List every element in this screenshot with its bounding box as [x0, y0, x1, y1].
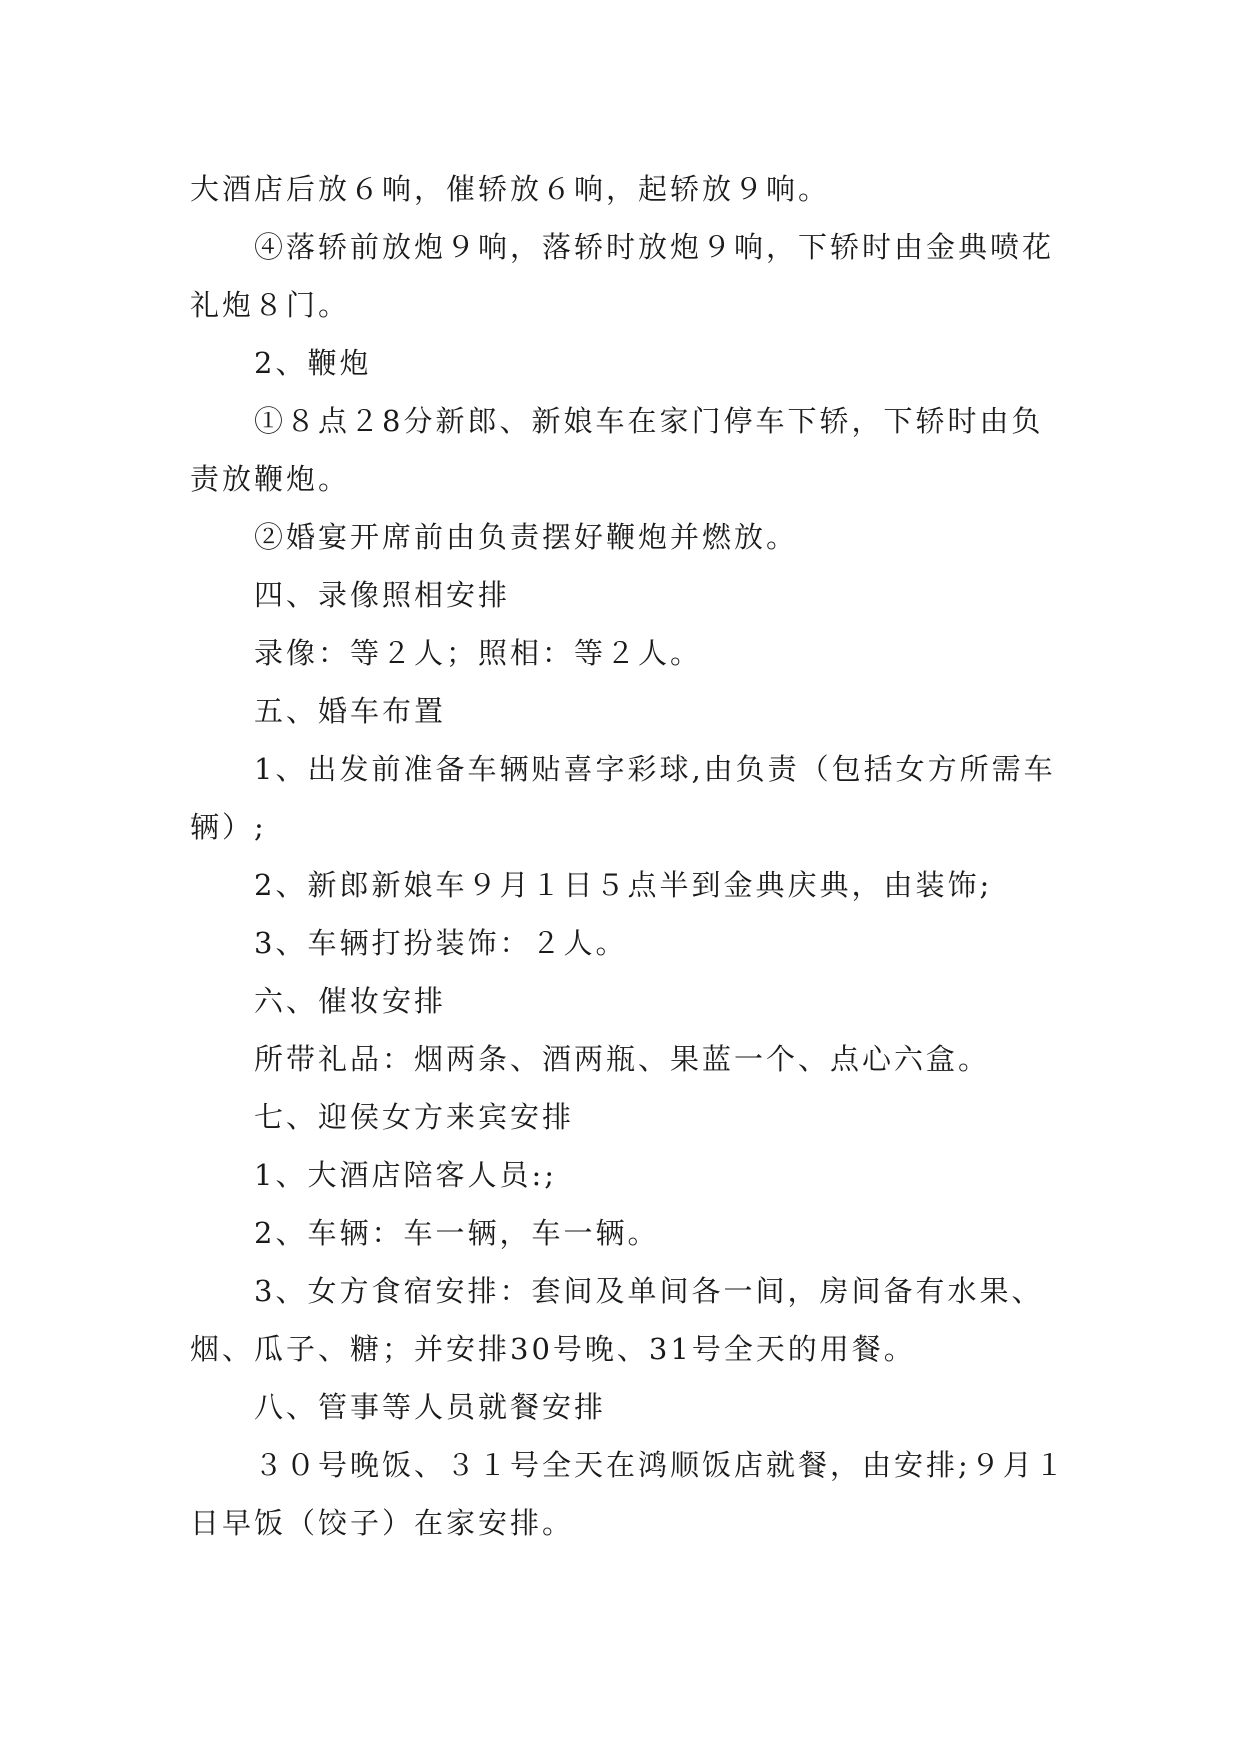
paragraph-19: ３０号晚饭、３１号全天在鸿顺饭店就餐，由安排;９月１日早饭（饺子）在家安排。 [190, 1448, 1067, 1540]
section-heading-7: 七、迎侯女方来宾安排 [254, 1100, 575, 1134]
paragraph-7: 录像：等２人；照相：等２人。 [254, 636, 703, 670]
paragraph-10: 2、新郎新娘车９月１日５点半到金典庆典，由装饰; [254, 868, 993, 902]
paragraph-1: 大酒店后放６响，催轿放６响，起轿放９响。 [190, 172, 831, 206]
paragraph-2: ④落轿前放炮９响，落轿时放炮９响，下轿时由金典喷花礼炮８门。 [190, 230, 1055, 322]
paragraph-16: 2、车辆：车一辆，车一辆。 [254, 1216, 660, 1250]
paragraph-17: 3、女方食宿安排：套间及单间各一间，房间备有水果、烟、瓜子、糖；并安排30号晚、31号全天的用餐。 [190, 1274, 1044, 1366]
paragraph-5: ②婚宴开席前由负责摆好鞭炮并燃放。 [254, 520, 799, 554]
paragraph-9: 1、出发前准备车辆贴喜字彩球,由负责（包括女方所需车辆）; [190, 752, 1056, 844]
paragraph-13: 所带礼品：烟两条、酒两瓶、果蓝一个、点心六盒。 [254, 1042, 991, 1076]
paragraph-11: 3、车辆打扮装饰：２人。 [254, 926, 628, 960]
paragraph-15: 1、大酒店陪客人员:; [254, 1158, 557, 1192]
paragraph-3: 2、鞭炮 [254, 346, 372, 380]
section-heading-6: 六、催妆安排 [254, 984, 447, 1018]
document-body [190, 160, 1070, 1552]
section-heading-4: 四、录像照相安排 [254, 578, 511, 612]
paragraph-4: ①８点２8分新郎、新娘车在家门停车下轿，下轿时由负责放鞭炮。 [190, 404, 1044, 496]
section-heading-5: 五、婚车布置 [254, 694, 447, 728]
section-heading-8: 八、管事等人员就餐安排 [254, 1390, 607, 1424]
